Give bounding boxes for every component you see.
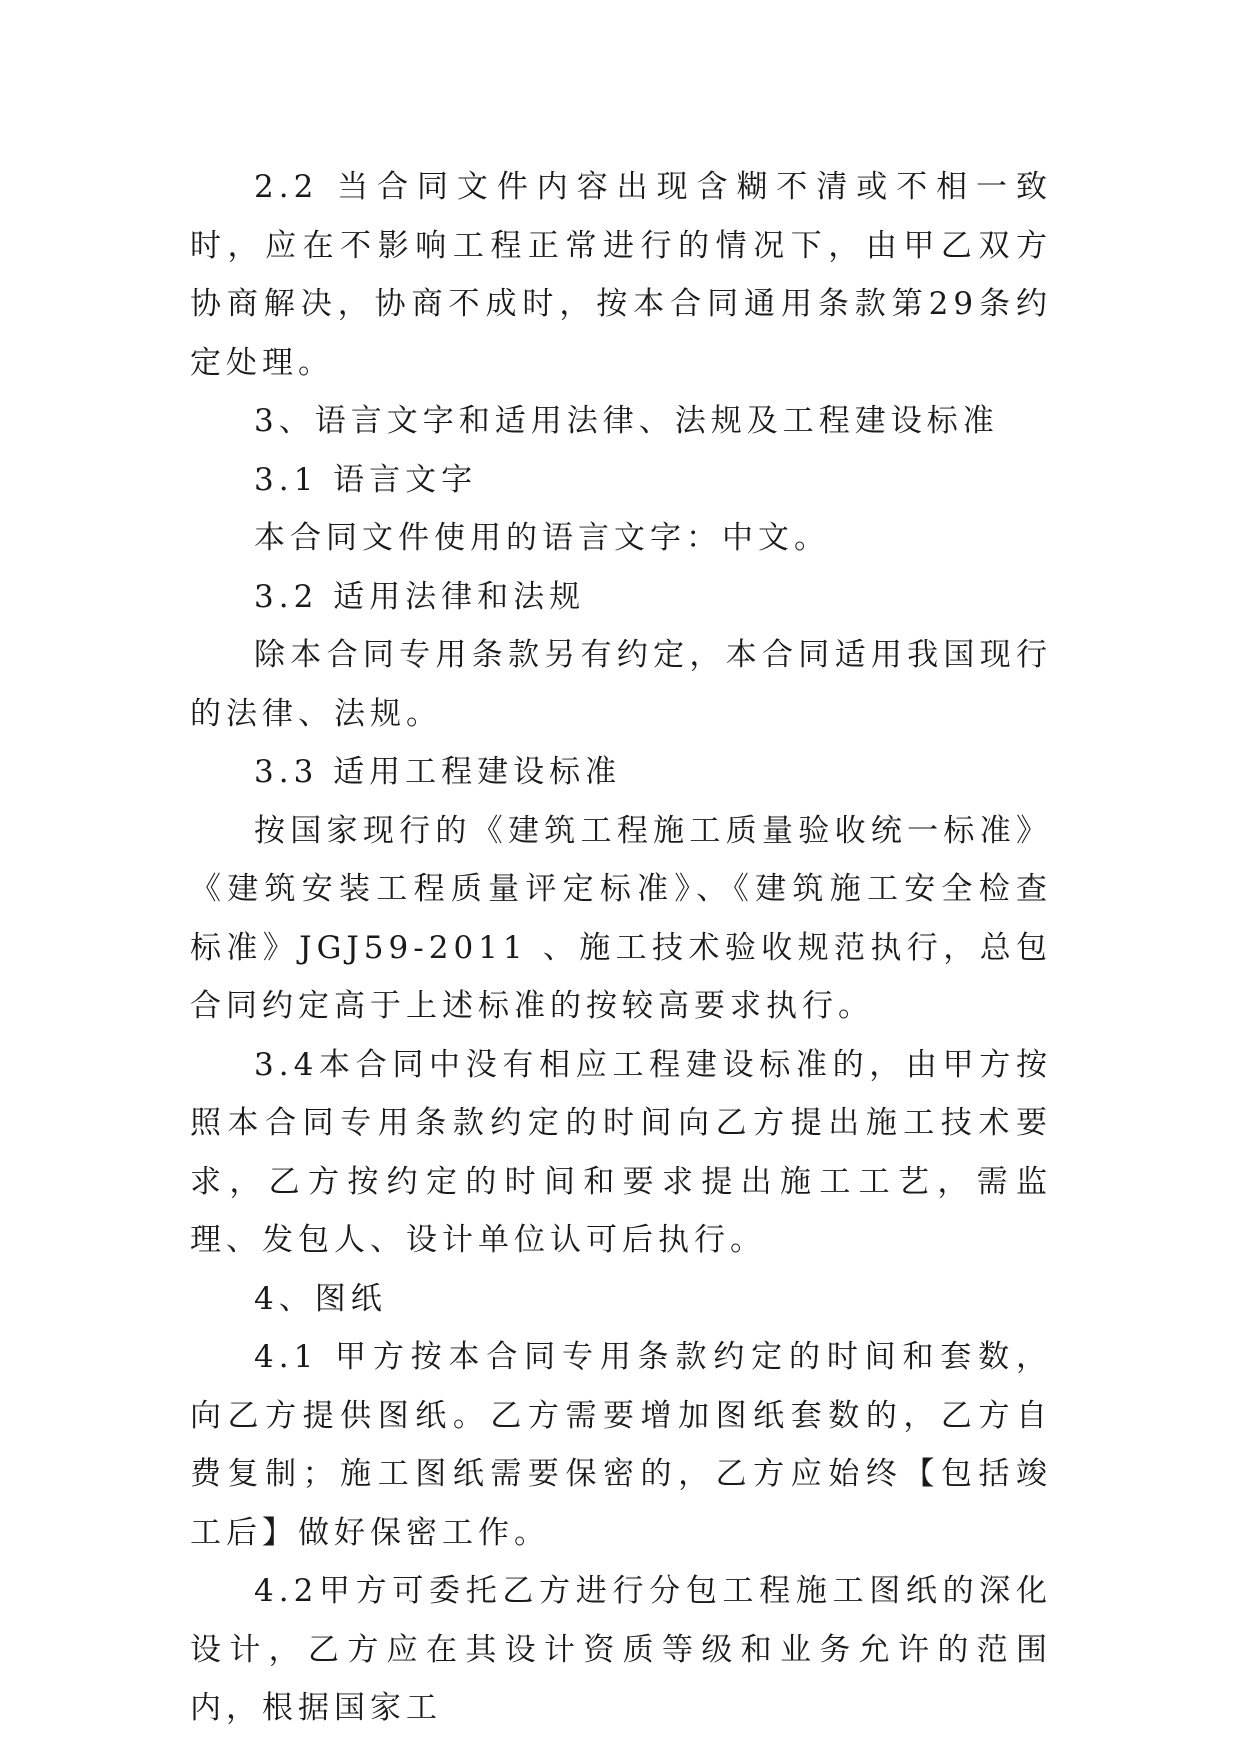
paragraph-3-2-body: 除本合同专用条款另有约定，本合同适用我国现行的法律、法规。 [190,637,1052,732]
heading-3-3: 3.3 适用工程建设标准 [254,754,622,790]
paragraph-3-1-body: 本合同文件使用的语言文字：中文。 [254,520,830,556]
heading-section-3: 3、语言文字和适用法律、法规及工程建设标准 [254,403,999,439]
paragraph-4-2: 4.2甲方可委托乙方进行分包工程施工图纸的深化设计，乙方应在其设计资质等级和业务允许的范围内，根据国家工 [190,1573,1052,1726]
heading-3-2: 3.2 适用法律和法规 [254,578,586,615]
paragraph-2-2: 2.2 当合同文件内容出现含糊不清或不相一致时，应在不影响工程正常进行的情况下，由甲乙双方协商解决，协商不成时，按本合同通用条款第29条约定处理。 [190,169,1052,381]
paragraph-3-3-body: 按国家现行的《建筑工程施工质量验收统一标准》《建筑安装工程质量评定标准》、《建筑施工安全检查标准》JGJ59-2011 、施工技术验收规范执行，总包合同约定高于上述标准的按较高要求执行。 [190,812,1052,1024]
paragraph-4-1: 4.1 甲方按本合同专用条款约定的时间和套数，向乙方提供图纸。乙方需要增加图纸套数的，乙方自费复制；施工图纸需要保密的，乙方应始终【包括竣工后】做好保密工作。 [190,1339,1052,1551]
heading-section-4: 4、图纸 [254,1280,387,1317]
paragraph-3-4: 3.4本合同中没有相应工程建设标准的，由甲方按照本合同专用条款约定的时间向乙方提出施工技术要求，乙方按约定的时间和要求提出施工工艺，需监理、发包人、设计单位认可后执行。 [190,1046,1052,1258]
document-body [190,158,1052,1738]
heading-3-1: 3.1 语言文字 [254,461,478,498]
